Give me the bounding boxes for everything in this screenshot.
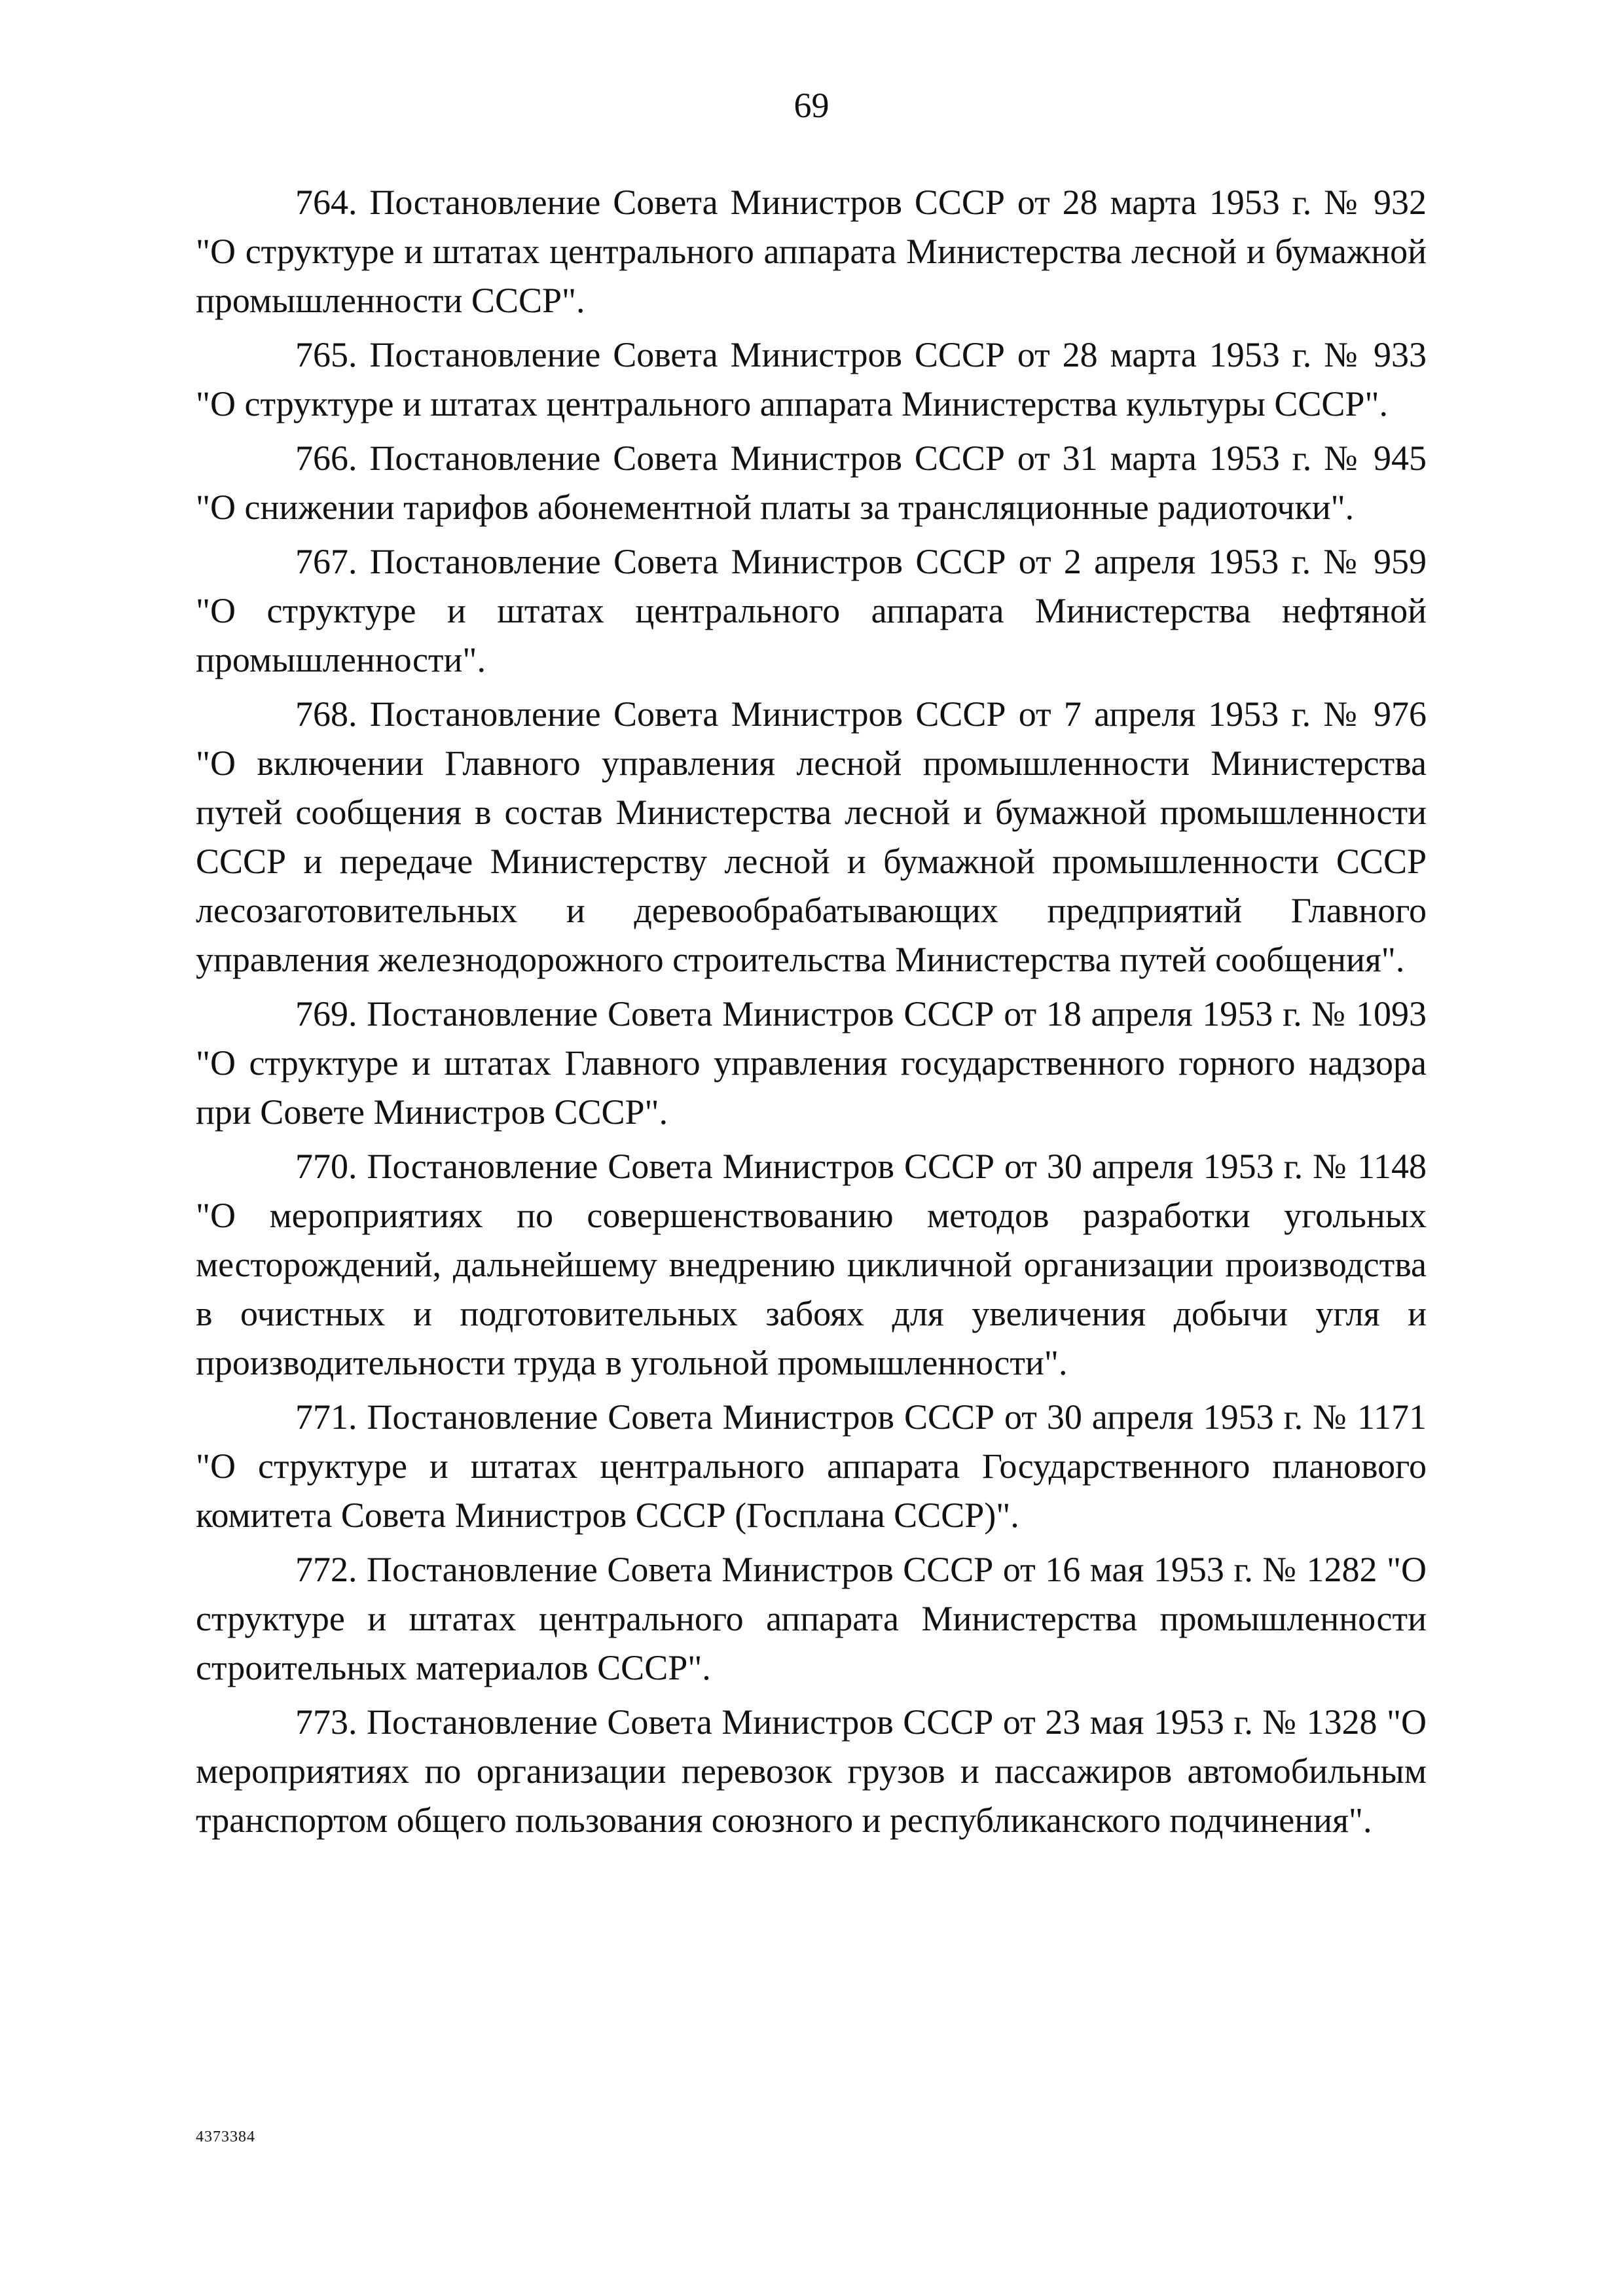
list-item: 771. Постановление Совета Министров СССР от 30 апреля 1953 г. № 1171 "О структуре и штатах центрального аппарата Государственного планового комитета Совета Министров СССР (Госплана СССР)". bbox=[196, 1397, 1427, 1535]
list-item: 772. Постановление Совета Министров СССР от 16 мая 1953 г. № 1282 "О структуре и штатах центрального аппарата Министерства промышленности строительных материалов СССР". bbox=[196, 1550, 1427, 1687]
document-body bbox=[196, 178, 1427, 1850]
document-code: 4373384 bbox=[196, 2128, 255, 2145]
list-item: 769. Постановление Совета Министров СССР от 18 апреля 1953 г. № 1093 "О структуре и штатах Главного управления государственного горного надзора при Совете Министров СССР". bbox=[196, 994, 1427, 1132]
list-item: 770. Постановление Совета Министров СССР от 30 апреля 1953 г. № 1148 "О мероприятиях по совершенствованию методов разработки угольных месторождений, дальнейшему внедрению цикличной организации производства в очистных и подготовительных забоях для увеличения добычи угля и производительности труда в угольной промышленности". bbox=[196, 1147, 1427, 1382]
list-item: 765. Постановление Совета Министров СССР от 28 марта 1953 г. № 933 "О структуре и штатах центрального аппарата Министерства культуры СССР". bbox=[196, 335, 1427, 423]
list-item: 764. Постановление Совета Министров СССР от 28 марта 1953 г. № 932 "О структуре и штатах центрального аппарата Министерства лесной и бумажной промышленности СССР". bbox=[196, 183, 1427, 320]
list-item: 768. Постановление Совета Министров СССР от 7 апреля 1953 г. № 976 "О включении Главного управления лесной промышленности Министерства путей сообщения в состав Министерства лесной и бумажной промышленности СССР и передаче Министерству лесной и бумажной промышленности СССР лесозаготовительных и деревообрабатывающих предприятий Главного управления железнодорожного строительства Министерства путей сообщения". bbox=[196, 694, 1427, 979]
list-item: 766. Постановление Совета Министров СССР от 31 марта 1953 г. № 945 "О снижении тарифов абонементной платы за трансляционные радиоточки". bbox=[196, 439, 1427, 527]
list-item: 773. Постановление Совета Министров СССР от 23 мая 1953 г. № 1328 "О мероприятиях по организации перевозок грузов и пассажиров автомобильным транспортом общего пользования союзного и республиканского подчинения". bbox=[196, 1702, 1427, 1840]
list-item: 767. Постановление Совета Министров СССР от 2 апреля 1953 г. № 959 "О структуре и штатах центрального аппарата Министерства нефтяной промышленности". bbox=[196, 542, 1427, 679]
page-number: 69 bbox=[793, 86, 830, 125]
